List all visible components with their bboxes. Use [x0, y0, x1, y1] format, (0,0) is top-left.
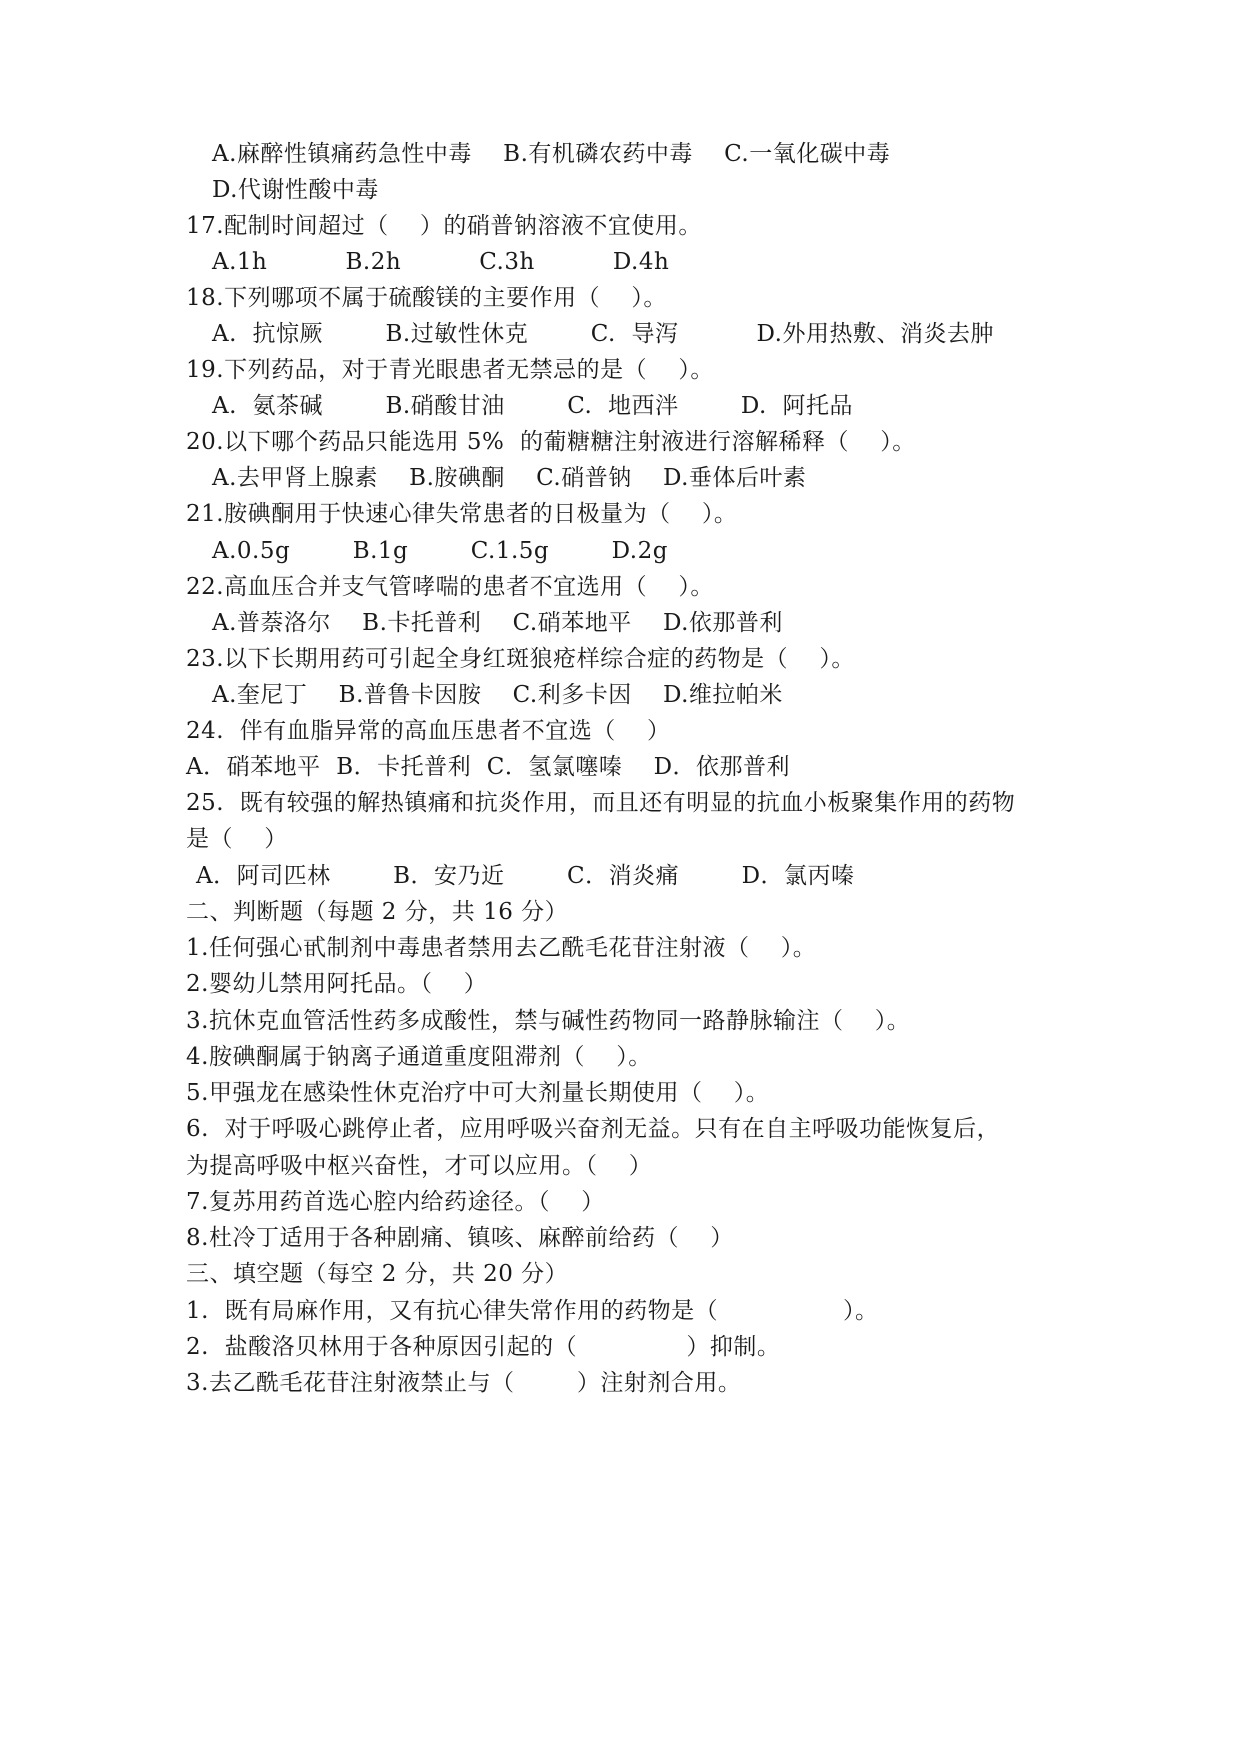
question-20: 20.以下哪个药品只能选用 5% 的葡糖糖注射液进行溶解稀释（ ）。 [186, 429, 916, 455]
judge-3: 3.抗休克血管活性药多成酸性，禁与碱性药物同一路静脉输注（ ）。 [186, 1008, 911, 1034]
q21-options: A.0.5g B.1g C.1.5g D.2g [212, 538, 668, 564]
section-2-heading: 二、判断题（每题 2 分，共 16 分） [186, 899, 569, 925]
judge-6-line-1: 6. 对于呼吸心跳停止者，应用呼吸兴奋剂无益。只有在自主呼吸功能恢复后， [186, 1116, 1001, 1142]
q16-options-line-1: A.麻醉性镇痛药急性中毒 B.有机磷农药中毒 C.一氧化碳中毒 [212, 141, 891, 167]
q22-options: A.普萘洛尔 B.卡托普利 C.硝苯地平 D.依那普利 [212, 610, 783, 636]
question-21: 21.胺碘酮用于快速心律失常患者的日极量为（ ）。 [186, 501, 738, 527]
judge-5: 5.甲强龙在感染性休克治疗中可大剂量长期使用（ ）。 [186, 1080, 770, 1106]
question-18: 18.下列哪项不属于硫酸镁的主要作用（ ）。 [186, 285, 667, 311]
fill-2: 2. 盐酸洛贝林用于各种原因引起的（ ）抑制。 [186, 1334, 781, 1360]
question-22: 22.高血压合并支气管哮喘的患者不宜选用（ ）。 [186, 574, 714, 600]
judge-2: 2.婴幼儿禁用阿托品。（ ） [186, 971, 488, 997]
section-3-heading: 三、填空题（每空 2 分，共 20 分） [186, 1261, 569, 1287]
judge-6-line-2: 为提高呼吸中枢兴奋性，才可以应用。（ ） [186, 1153, 653, 1179]
judge-8: 8.杜冷丁适用于各种剧痛、镇咳、麻醉前给药（ ） [186, 1225, 734, 1251]
question-23: 23.以下长期用药可引起全身红斑狼疮样综合症的药物是（ ）。 [186, 646, 855, 672]
judge-7: 7.复苏用药首选心腔内给药途径。（ ） [186, 1189, 605, 1215]
question-25-line-1: 25. 既有较强的解热镇痛和抗炎作用，而且还有明显的抗血小板聚集作用的药物 [186, 790, 1016, 816]
fill-1: 1. 既有局麻作用，又有抗心律失常作用的药物是（ ）。 [186, 1298, 879, 1324]
q18-options: A. 抗惊厥 B.过敏性休克 C. 导泻 D.外用热敷、消炎去肿 [212, 321, 994, 347]
question-19: 19.下列药品，对于青光眼患者无禁忌的是（ ）。 [186, 357, 714, 383]
q24-options: A．硝苯地平 B．卡托普利 C．氢氯噻嗪 D．依那普利 [186, 754, 791, 780]
q16-options-line-2: D.代谢性酸中毒 [212, 177, 379, 203]
q19-options: A. 氨茶碱 B.硝酸甘油 C. 地西泮 D. 阿托品 [212, 393, 853, 419]
judge-4: 4.胺碘酮属于钠离子通道重度阻滞剂（ ）。 [186, 1044, 652, 1070]
question-17: 17.配制时间超过（ ）的硝普钠溶液不宜使用。 [186, 213, 702, 239]
question-25-line-2: 是（ ） [186, 826, 288, 852]
question-24: 24. 伴有血脂异常的高血压患者不宜选（ ） [186, 718, 671, 744]
q17-options: A.1h B.2h C.3h D.4h [212, 249, 670, 275]
judge-1: 1.任何强心甙制剂中毒患者禁用去乙酰毛花苷注射液（ ）。 [186, 935, 817, 961]
fill-3: 3.去乙酰毛花苷注射液禁止与（ ）注射剂合用。 [186, 1370, 742, 1396]
q20-options: A.去甲肾上腺素 B.胺碘酮 C.硝普钠 D.垂体后叶素 [212, 465, 807, 491]
q25-options: A．阿司匹林 B．安乃近 C．消炎痛 D．氯丙嗪 [196, 863, 855, 889]
q23-options: A.奎尼丁 B.普鲁卡因胺 C.利多卡因 D.维拉帕米 [212, 682, 783, 708]
